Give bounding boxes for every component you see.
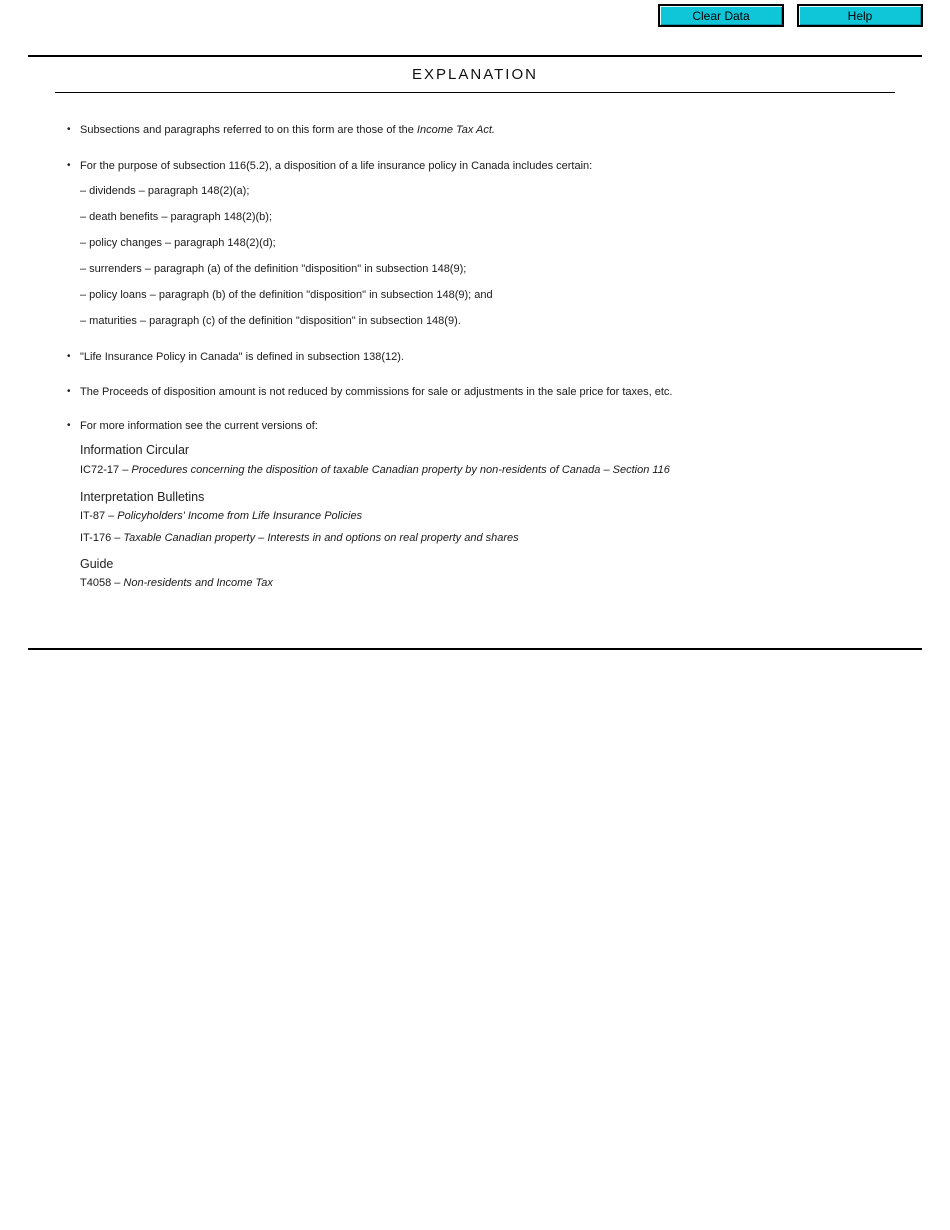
bullet-subsections: [55, 123, 905, 137]
ref-heading-information-circular: Information Circular: [80, 443, 190, 457]
bullet-text: "Life Insurance Policy in Canada" is defined in subsection 138(12).: [80, 351, 404, 363]
ref-heading-guide: Guide: [80, 557, 114, 571]
ref-heading-interpretation-bulletins: Interpretation Bulletins: [80, 490, 205, 504]
dash-item-dividends: – dividends – paragraph 148(2)(a);: [80, 185, 250, 197]
bullet-life-insurance-policy: [55, 350, 905, 364]
bullet-marker: •: [67, 386, 71, 397]
dash-item-surrenders: – surrenders – paragraph (a) of the definition "disposition" in subsection 148(9);: [80, 263, 467, 275]
ref-line-it-176: IT-176 – Taxable Canadian property – Interests in and options on real property and shares: [80, 532, 519, 544]
bullet-proceeds: [55, 385, 905, 399]
bottom-rule: [28, 648, 922, 650]
bullet-text: For the purpose of subsection 116(5.2), a disposition of a life insurance policy in Canada includes certain:: [80, 160, 593, 172]
dash-item-death-benefits: – death benefits – paragraph 148(2)(b);: [80, 211, 273, 223]
top-rule: [28, 55, 922, 57]
bullet-text: Subsections and paragraphs referred to on this form are those of the Income Tax Act.: [80, 124, 495, 136]
ref-line-it-87: IT-87 – Policyholders' Income from Life Insurance Policies: [80, 510, 363, 522]
bullet-marker: •: [67, 124, 71, 135]
dash-item-policy-changes: – policy changes – paragraph 148(2)(d);: [80, 237, 276, 249]
bullet-more-information: [55, 419, 905, 433]
page-title: EXPLANATION: [412, 66, 538, 83]
ref-line-ic72-17: IC72-17 – Procedures concerning the disposition of taxable Canadian property by non-residents of Canada – Section 116: [80, 464, 670, 476]
bullet-marker: •: [67, 351, 71, 362]
bullet-marker: •: [67, 160, 71, 171]
dash-item-maturities: – maturities – paragraph (c) of the definition "disposition" in subsection 148(9).: [80, 315, 461, 327]
clear-data-button[interactable]: Clear Data: [658, 4, 784, 27]
ref-line-t4058: T4058 – Non-residents and Income Tax: [80, 577, 273, 589]
bullet-text: For more information see the current versions of:: [80, 420, 318, 432]
explanation-content: [55, 123, 905, 590]
dash-item-policy-loans: – policy loans – paragraph (b) of the definition "disposition" in subsection 148(9); and: [80, 289, 493, 301]
heading-underline: [55, 92, 895, 93]
toolbar: [658, 4, 923, 27]
bullet-marker: •: [67, 420, 71, 431]
bullet-text: The Proceeds of disposition amount is not reduced by commissions for sale or adjustments in the sale price for taxes, etc.: [80, 386, 673, 398]
bullet-for-purpose: [55, 159, 905, 173]
help-button[interactable]: Help: [797, 4, 923, 27]
